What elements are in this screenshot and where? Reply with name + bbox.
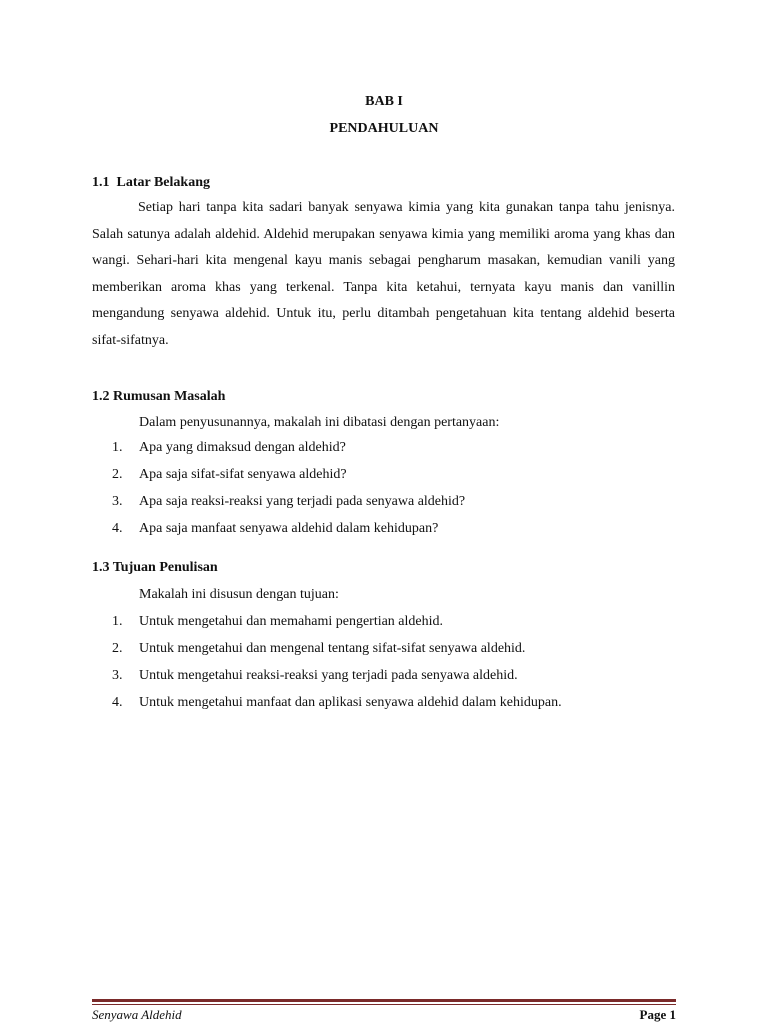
- section-title-latar-belakang: 1.1 Latar Belakang: [92, 175, 210, 190]
- list-text: Untuk mengetahui dan memahami pengertian aldehid.: [139, 614, 444, 629]
- list-text: Apa saja reaksi-reaksi yang terjadi pada senyawa aldehid?: [139, 494, 466, 509]
- footer-rule-thin: [92, 1004, 676, 1005]
- list-text: Apa yang dimaksud dengan aldehid?: [139, 440, 346, 455]
- list-text: Untuk mengetahui manfaat dan aplikasi senyawa aldehid dalam kehidupan.: [139, 695, 562, 710]
- list-number: 1.: [112, 440, 123, 455]
- background-paragraph: Setiap hari tanpa kita sadari banyak senyawa kimia yang kita gunakan tanpa tahu jenisnya. Salah satunya adalah aldehid. Aldehid merupakan senyawa kimia yang memiliki aroma yang khas dan wangi. Sehari-hari kita mengenal kayu manis sebagai pengharum masakan, kemudian vanili yang memberikan aroma khas yang terkenal. Tanpa kita ketahui, ternyata kayu manis dan vanillin mengandung senyawa aldehid. Untuk itu, perlu ditambah pengetahuan kita tentang aldehid beserta sifat-sifatnya.: [92, 200, 675, 348]
- list-number: 1.: [112, 614, 123, 629]
- list-number: 2.: [112, 467, 123, 482]
- list-text: Untuk mengetahui reaksi-reaksi yang terjadi pada senyawa aldehid.: [139, 668, 518, 683]
- section-title-rumusan-masalah: 1.2 Rumusan Masalah: [92, 389, 226, 404]
- list-number: 3.: [112, 668, 123, 683]
- list-number: 3.: [112, 494, 123, 509]
- list-number: 4.: [112, 695, 123, 710]
- footer-page-number: Page 1: [639, 1007, 676, 1022]
- tujuan-intro: Makalah ini disusun dengan tujuan:: [139, 587, 339, 602]
- chapter-label: BAB I: [365, 94, 403, 109]
- list-number: 2.: [112, 641, 123, 656]
- rumusan-intro: Dalam penyusunannya, makalah ini dibatasi dengan pertanyaan:: [139, 415, 500, 430]
- list-number: 4.: [112, 521, 123, 536]
- footer-document-title: Senyawa Aldehid: [92, 1007, 182, 1022]
- section-title-tujuan-penulisan: 1.3 Tujuan Penulisan: [92, 560, 218, 575]
- list-text: Apa saja manfaat senyawa aldehid dalam kehidupan?: [139, 521, 439, 536]
- footer-rule-thick: [92, 999, 676, 1002]
- list-text: Untuk mengetahui dan mengenal tentang sifat-sifat senyawa aldehid.: [139, 641, 526, 656]
- list-text: Apa saja sifat-sifat senyawa aldehid?: [139, 467, 347, 482]
- chapter-title: PENDAHULUAN: [329, 121, 439, 136]
